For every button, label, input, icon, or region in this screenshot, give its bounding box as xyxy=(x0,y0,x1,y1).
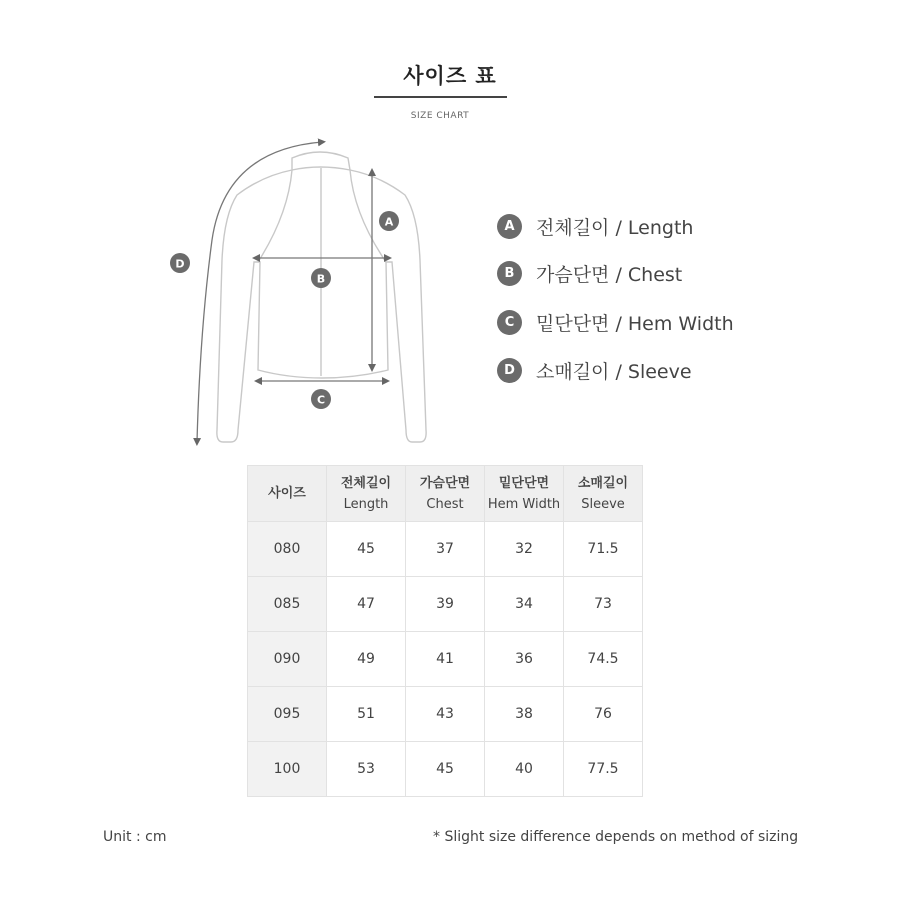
legend-item-hem-width xyxy=(497,297,734,347)
badge-c: C xyxy=(497,310,522,335)
svg-text:A: A xyxy=(384,215,394,229)
cell-sleeve: 73 xyxy=(564,577,643,632)
cell-chest: 43 xyxy=(406,687,485,742)
legend-item-sleeve xyxy=(497,347,734,394)
header-length: 전체길이 Length xyxy=(327,466,406,522)
header-sleeve: 소매길이 Sleeve xyxy=(564,466,643,522)
cell-hem-width: 34 xyxy=(485,577,564,632)
legend-label: 소매길이 / Sleeve xyxy=(536,361,692,383)
measurement-legend xyxy=(497,203,734,394)
table-row xyxy=(248,687,643,742)
cell-chest: 45 xyxy=(406,742,485,797)
badge-a: A xyxy=(497,214,522,239)
cell-size: 100 xyxy=(248,742,327,797)
marker-d xyxy=(170,253,190,273)
svg-text:C: C xyxy=(316,393,326,407)
marker-b xyxy=(311,268,331,288)
table-row xyxy=(248,577,643,632)
badge-d: D xyxy=(497,358,522,383)
svg-text:B: B xyxy=(316,272,326,286)
header-chest: 가슴단면 Chest xyxy=(406,466,485,522)
garment-diagram xyxy=(160,135,450,455)
header-size: 사이즈 xyxy=(248,466,327,522)
legend-item-chest xyxy=(497,250,734,297)
marker-a xyxy=(379,211,399,231)
cell-sleeve: 76 xyxy=(564,687,643,742)
legend-item-length xyxy=(497,203,734,250)
sizing-disclaimer: * Slight size difference depends on method of sizing xyxy=(433,829,799,845)
page-title: 사이즈 표 xyxy=(403,64,497,88)
cell-size: 085 xyxy=(248,577,327,632)
legend-label: 가슴단면 / Chest xyxy=(536,264,683,286)
cell-sleeve: 71.5 xyxy=(564,522,643,577)
cell-length: 51 xyxy=(327,687,406,742)
cell-size: 080 xyxy=(248,522,327,577)
header-hem-width: 밑단단면 Hem Width xyxy=(485,466,564,522)
marker-c xyxy=(311,389,331,409)
unit-note: Unit : cm xyxy=(103,829,167,845)
measure-lines xyxy=(197,142,388,442)
cell-chest: 39 xyxy=(406,577,485,632)
badge-b: B xyxy=(497,261,522,286)
table-header-row xyxy=(248,466,643,522)
cell-hem-width: 40 xyxy=(485,742,564,797)
cell-hem-width: 36 xyxy=(485,632,564,687)
cell-sleeve: 74.5 xyxy=(564,632,643,687)
cell-size: 090 xyxy=(248,632,327,687)
cell-length: 53 xyxy=(327,742,406,797)
page-subtitle: SIZE CHART xyxy=(410,111,470,121)
cell-length: 47 xyxy=(327,577,406,632)
legend-label: 전체길이 / Length xyxy=(536,217,694,239)
table-row xyxy=(248,742,643,797)
cell-chest: 37 xyxy=(406,522,485,577)
legend-label: 밑단단면 / Hem Width xyxy=(536,312,734,335)
cell-hem-width: 32 xyxy=(485,522,564,577)
size-table xyxy=(247,465,643,797)
cell-hem-width: 38 xyxy=(485,687,564,742)
cell-size: 095 xyxy=(248,687,327,742)
svg-text:D: D xyxy=(175,257,185,271)
cell-length: 45 xyxy=(327,522,406,577)
cell-chest: 41 xyxy=(406,632,485,687)
cell-sleeve: 77.5 xyxy=(564,742,643,797)
table-row xyxy=(248,522,643,577)
cell-length: 49 xyxy=(327,632,406,687)
table-row xyxy=(248,632,643,687)
title-underline xyxy=(374,96,507,98)
